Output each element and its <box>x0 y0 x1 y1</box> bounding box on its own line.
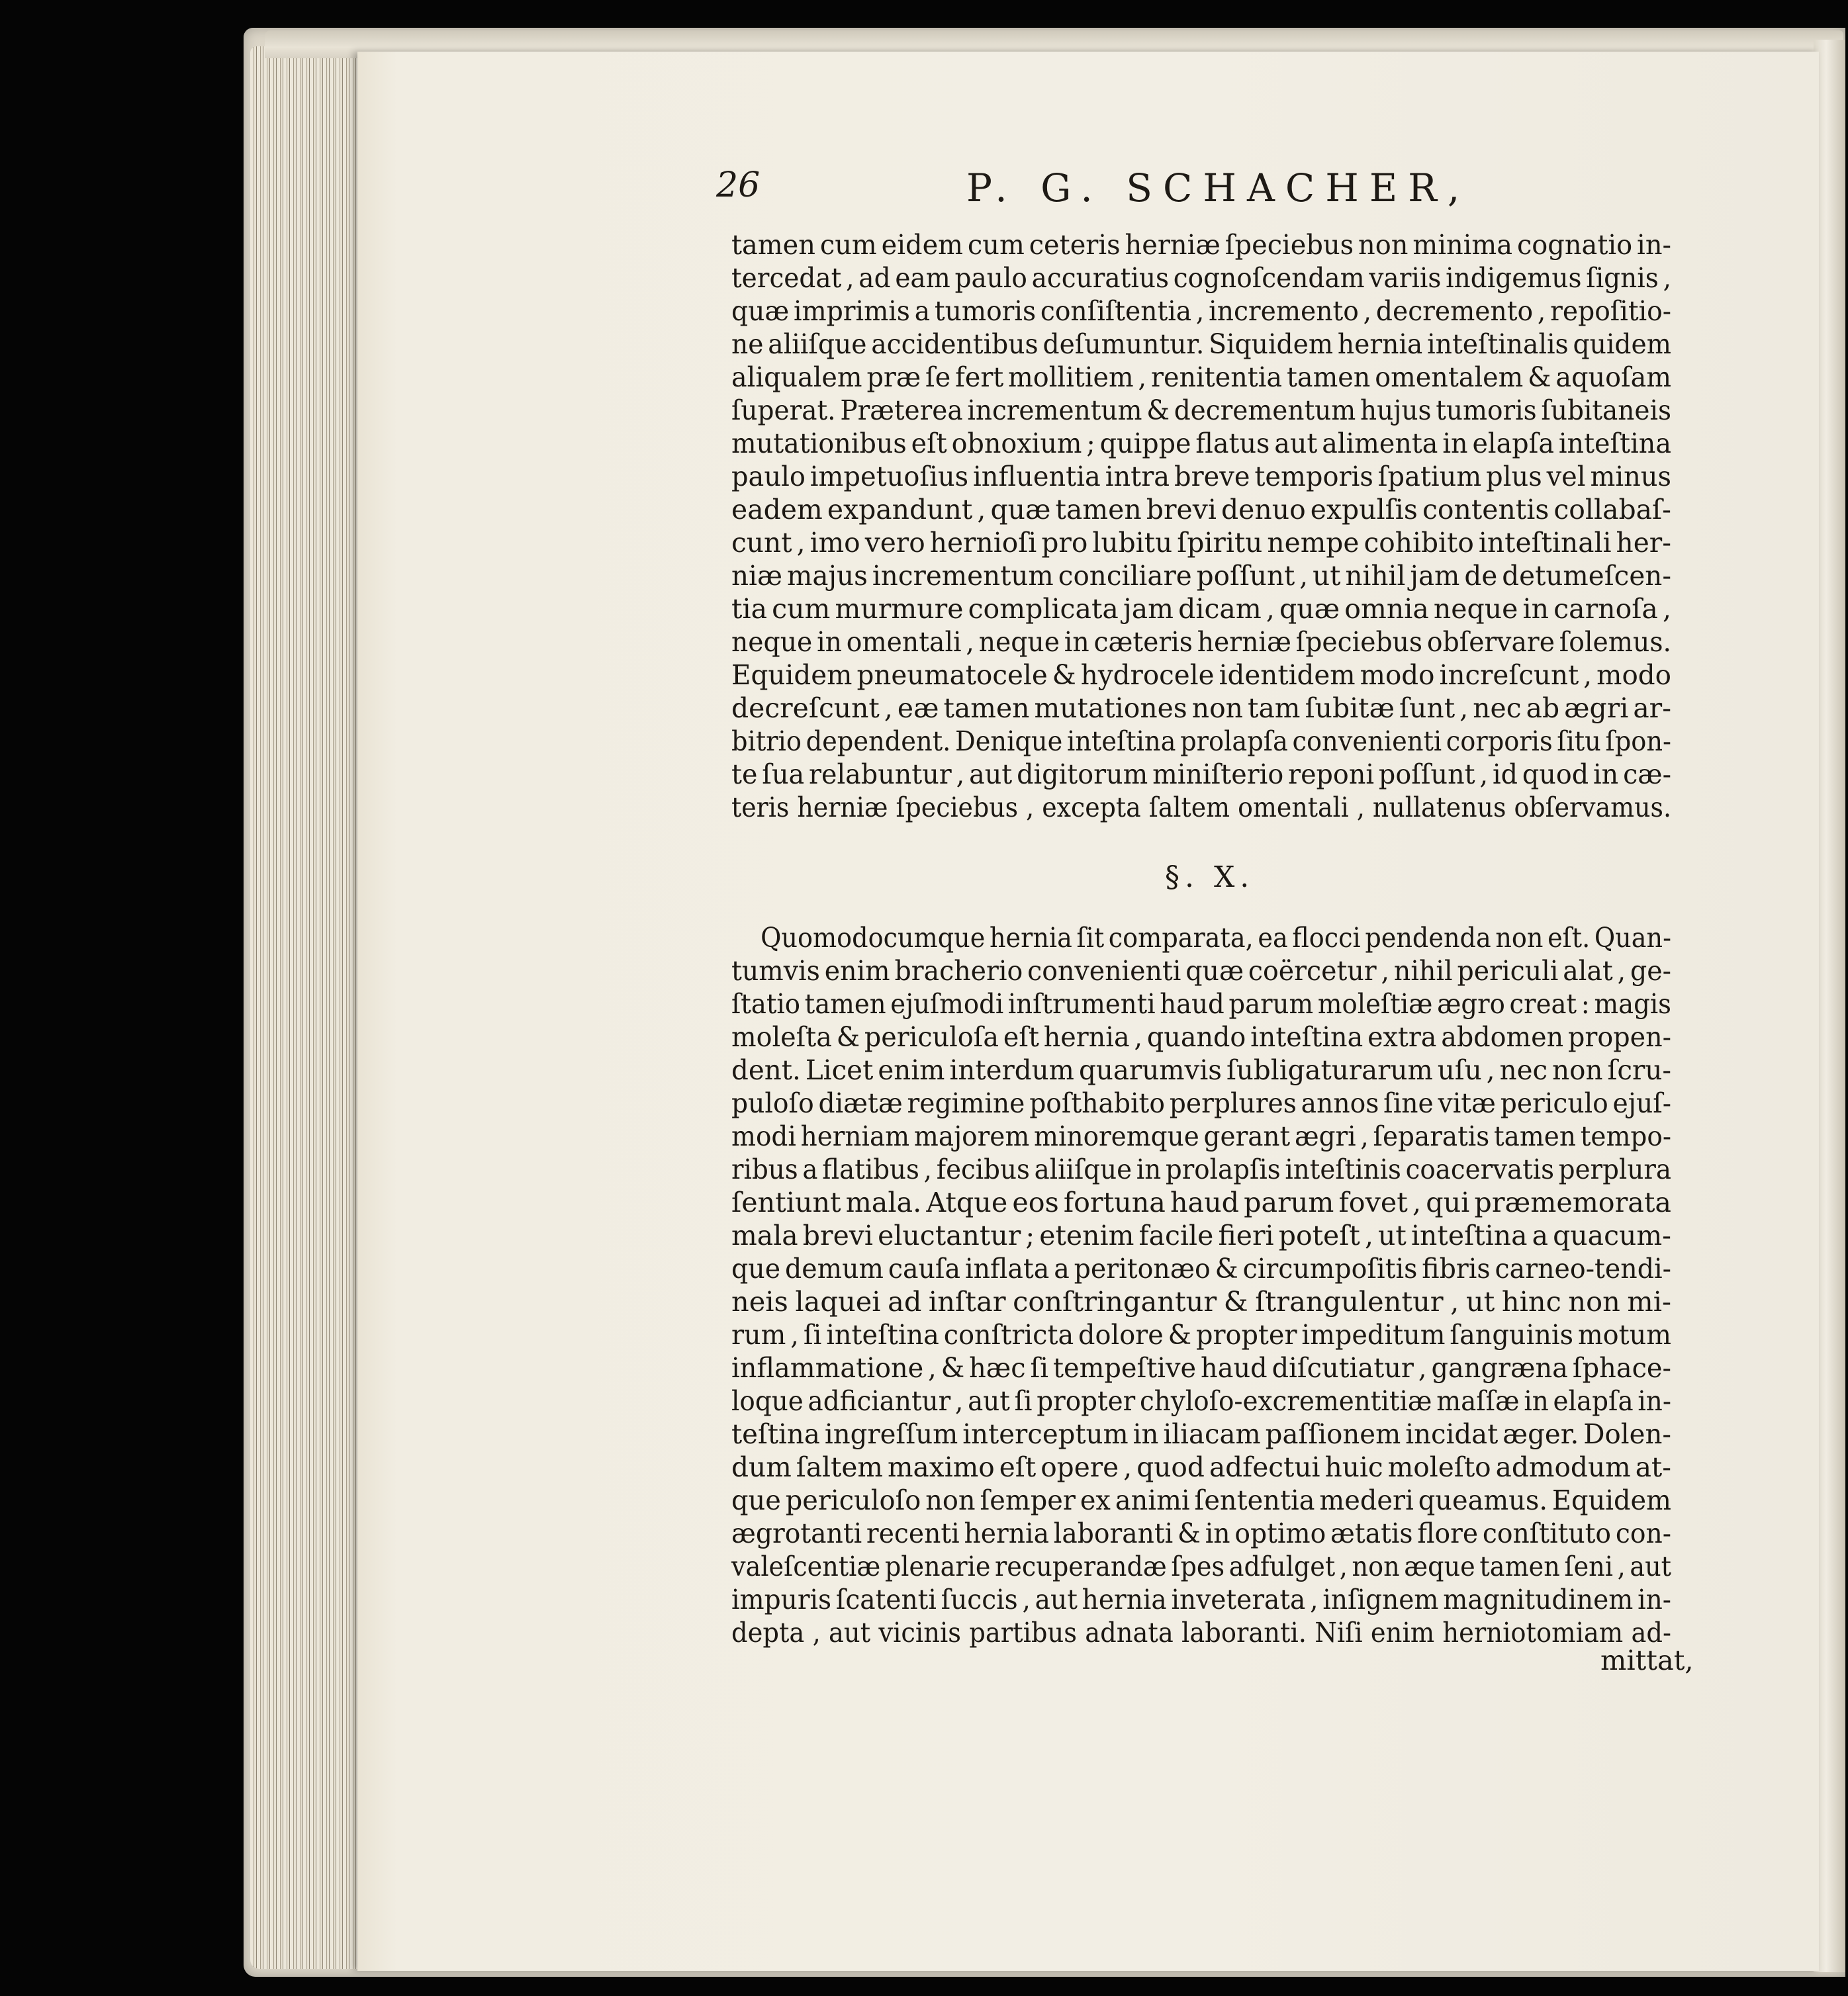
text-line: loque adficiantur , aut ſi propter chyloſo-excrementitiæ maſſæ in elapſa in- <box>731 1384 1671 1417</box>
text-line: valeſcentiæ plenarie recuperandæ ſpes adfulget , non æque tamen ſeni , aut <box>731 1550 1671 1582</box>
text-line: ſuperat. Præterea incrementum & decrementum hujus tumoris ſubitaneis <box>731 394 1671 426</box>
text-line: Equidem pneumatocele & hydrocele identidem modo increſcunt , modo <box>731 658 1671 691</box>
paragraph-1 <box>731 228 1671 824</box>
text-line: paulo impetuoſius influentia intra breve temporis ſpatium plus vel minus <box>731 460 1671 492</box>
text-line: cunt , imo vero hernioſi pro lubitu ſpiritu nempe cohibito inteſtinali her- <box>731 526 1671 559</box>
running-head: P. G. SCHACHER, <box>966 165 1471 210</box>
text-line: ægrotanti recenti hernia laboranti & in optimo ætatis flore conſtituto con- <box>731 1517 1671 1549</box>
text-line: ne aliiſque accidentibus deſumuntur. Siquidem hernia inteſtinalis quidem <box>731 328 1671 360</box>
text-line: tercedat , ad eam paulo accuratius cognoſcendam variis indigemus ſignis , <box>731 261 1671 294</box>
text-line: inflammatione , & hæc ſi tempeſtive haud diſcutiatur , gangræna ſphace- <box>731 1351 1671 1384</box>
text-line: mutationibus eſt obnoxium ; quippe flatus aut alimenta in elapſa inteſtina <box>731 427 1671 459</box>
text-line: decreſcunt , eæ tamen mutationes non tam ſubitæ ſunt , nec ab ægri ar- <box>731 692 1671 724</box>
text-line: Quomodocumque hernia ſit comparata, ea flocci pendenda non eſt. Quan- <box>761 921 1671 954</box>
text-line: puloſo diætæ regimine poſthabito perplures annos ſine vitæ periculo ejuſ- <box>731 1087 1671 1119</box>
section-heading: §. X. <box>1165 860 1255 894</box>
text-line: niæ majus incrementum conciliare poſſunt , ut nihil jam de detumeſcen- <box>731 559 1671 592</box>
text-line: ſtatio tamen ejuſmodi inſtrumenti haud parum moleſtiæ ægro creat : magis <box>731 987 1671 1020</box>
text-line: que periculoſo non ſemper ex animi ſententia mederi queamus. Equidem <box>731 1484 1671 1516</box>
text-line: tia cum murmure complicata jam dicam , quæ omnia neque in carnoſa , <box>731 592 1671 625</box>
text-line: bitrio dependent. Denique inteſtina prolapſa convenienti corporis ſitu ſpon- <box>731 725 1671 757</box>
text-line: ſentiunt mala. Atque eos fortuna haud parum fovet , qui præmemorata <box>731 1186 1671 1218</box>
text-line: tumvis enim bracherio convenienti quæ coërcetur , nihil periculi alat , ge- <box>731 954 1671 987</box>
text-line: quæ imprimis a tumoris conſiſtentia , incremento , decremento , repoſitio- <box>731 295 1671 327</box>
text-line: tamen cum eidem cum ceteris herniæ ſpeciebus non minima cognatio in- <box>731 228 1671 261</box>
text-line: aliqualem præ ſe fert mollitiem , renitentia tamen omentalem & aquoſam <box>731 361 1671 393</box>
text-line: moleſta & periculoſa eſt hernia , quando inteſtina extra abdomen propen- <box>731 1021 1671 1053</box>
text-line: modi herniam majorem minoremque gerant ægri , ſeparatis tamen tempo- <box>731 1120 1671 1152</box>
text-line: rum , ſi inteſtina conſtricta dolore & propter impeditum ſanguinis motum <box>731 1318 1671 1351</box>
text-line: neis laquei ad inſtar conſtringantur & ſtrangulentur , ut hinc non mi- <box>731 1285 1671 1318</box>
text-line: depta , aut vicinis partibus adnata laboranti. Niſi enim herniotomiam ad- <box>731 1616 1671 1649</box>
page-number: 26 <box>716 165 761 205</box>
text-line: dum ſaltem maximo eſt opere , quod adfectui huic moleſto admodum at- <box>731 1451 1671 1483</box>
text-line: que demum cauſa inflata a peritonæo & circumpoſitis fibris carneo-tendi- <box>731 1252 1671 1285</box>
text-line: te ſua relabuntur , aut digitorum miniſterio reponi poſſunt , id quod in cæ- <box>731 758 1671 790</box>
text-line: eadem expandunt , quæ tamen brevi denuo expulſis contentis collabaſ- <box>731 493 1671 525</box>
page-header <box>716 165 1775 218</box>
text-line: teſtina ingreſſum interceptum in iliacam paſſionem incidat æger. Dolen- <box>731 1418 1671 1450</box>
catchword: mittat, <box>1600 1644 1694 1676</box>
page-edges-left <box>250 46 366 1969</box>
text-line: ribus a flatibus , fecibus aliiſque in prolapſis inteſtinis coacervatis perplura <box>731 1153 1671 1185</box>
text-line: dent. Licet enim interdum quarumvis ſubligaturarum uſu , nec non ſcru- <box>731 1054 1671 1086</box>
text-line: mala brevi eluctantur ; etenim facile fieri poteſt , ut inteſtina a quacum- <box>731 1219 1671 1251</box>
text-line: neque in omentali , neque in cæteris herniæ ſpeciebus obſervare ſolemus. <box>731 625 1671 658</box>
text-line: impuris ſcatenti ſuccis , aut hernia inveterata , inſignem magnitudinem in- <box>731 1583 1671 1615</box>
paragraph-2 <box>731 921 1671 1649</box>
text-line: teris herniæ ſpeciebus , excepta ſaltem omentali , nullatenus obſervamus. <box>731 791 1671 823</box>
